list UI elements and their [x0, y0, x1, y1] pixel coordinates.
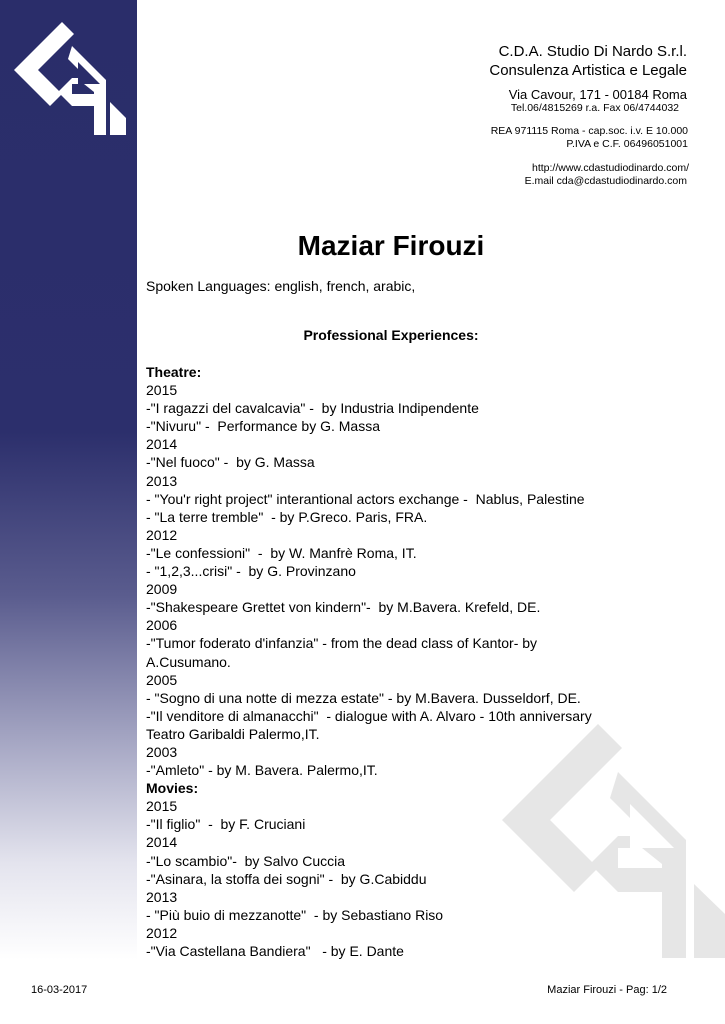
cda-logo-icon [2, 10, 126, 135]
company-header [489, 42, 687, 80]
experience-line: 2009 [146, 581, 178, 598]
experience-line: 2003 [146, 743, 178, 760]
experience-line: -"Il figlio" - by F. Cruciani [146, 816, 306, 833]
experience-line: 2013 [146, 888, 178, 905]
footer-page-number: Maziar Firouzi - Pag: 1/2 [547, 984, 667, 996]
person-name: Maziar Firouzi [297, 230, 485, 261]
company-phone: Tel.06/4815269 r.a. Fax 06/4744032 [510, 102, 679, 114]
experience-line: -"Nel fuoco" - by G. Massa [146, 454, 315, 471]
company-website[interactable]: http://www.cdastudiodinardo.com/ [532, 162, 689, 174]
experience-line: -"I ragazzi del cavalcavia" - by Industria Indipendente [146, 400, 479, 417]
experience-line: 2013 [146, 472, 178, 489]
experience-line: -"Il venditore di almanacchi" - dialogue with A. Alvaro - 10th anniversary [146, 707, 592, 724]
company-vat: P.IVA e C.F. 06496051001 [566, 138, 688, 150]
company-rea: REA 971115 Roma - cap.soc. i.v. E 10.000 [490, 125, 688, 137]
section-heading: Theatre: [146, 364, 202, 380]
experience-line: - "Più buio di mezzanotte" - by Sebastiano Riso [146, 906, 444, 923]
company-registration-block [491, 125, 688, 151]
experience-line: Teatro Garibaldi Palermo,IT. [146, 725, 320, 742]
section-title: Professional Experiences: [303, 327, 479, 343]
experience-line: -"Shakespeare Grettet von kindern"- by M.Bavera. Krefeld, DE. [146, 599, 541, 616]
section-heading: Movies: [146, 780, 199, 797]
experience-line: -"Via Castellana Bandiera" - by E. Dante [146, 943, 404, 959]
experience-line: -"Nivuru" - Performance by G. Massa [146, 418, 381, 435]
sidebar-band [0, 0, 137, 960]
experience-line: -"Asinara, la stoffa dei sogni" - by G.Cabiddu [146, 870, 427, 887]
experience-line: - "You'r right project" interantional actors exchange - Nablus, Palestine [146, 490, 585, 507]
company-contact-block [525, 162, 689, 188]
experience-line: - "1,2,3...crisi" - by G. Provinzano [146, 563, 356, 580]
experience-line: -"Tumor foderato d'infanzia" - from the dead class of Kantor- by [146, 635, 538, 652]
company-address-block [509, 87, 687, 115]
experience-line: 2014 [146, 436, 178, 453]
experience-line: 2006 [146, 617, 178, 634]
experience-line: -"Lo scambio"- by Salvo Cuccia [146, 852, 346, 869]
spoken-languages: Spoken Languages: english, french, arabic, [146, 278, 416, 294]
cv-content [146, 228, 626, 960]
company-address: Via Cavour, 171 - 00184 Roma [508, 87, 687, 102]
experience-list [146, 363, 626, 960]
footer-date: 16-03-2017 [31, 984, 88, 996]
experience-line: 2012 [146, 526, 178, 543]
experience-line: A.Cusumano. [146, 653, 231, 670]
experience-line: -"Le confessioni" - by W. Manfrè Roma, IT. [146, 544, 417, 561]
experience-line: 2012 [146, 924, 178, 941]
company-email[interactable]: E.mail cda@cdastudiodinardo.com [524, 175, 687, 187]
experience-line: 2015 [146, 798, 178, 815]
experience-line: - "La terre tremble" - by P.Greco. Paris, FRA. [146, 508, 428, 525]
company-subtitle: Consulenza Artistica e Legale [489, 62, 687, 79]
experience-line: - "Sogno di una notte di mezza estate" - by M.Bavera. Dusseldorf, DE. [146, 689, 581, 706]
experience-line: -"Amleto" - by M. Bavera. Palermo,IT. [146, 762, 378, 779]
company-name: C.D.A. Studio Di Nardo S.r.l. [498, 43, 687, 60]
experience-line: 2005 [146, 671, 178, 688]
experience-line: 2015 [146, 382, 178, 399]
experience-line: 2014 [146, 834, 178, 851]
